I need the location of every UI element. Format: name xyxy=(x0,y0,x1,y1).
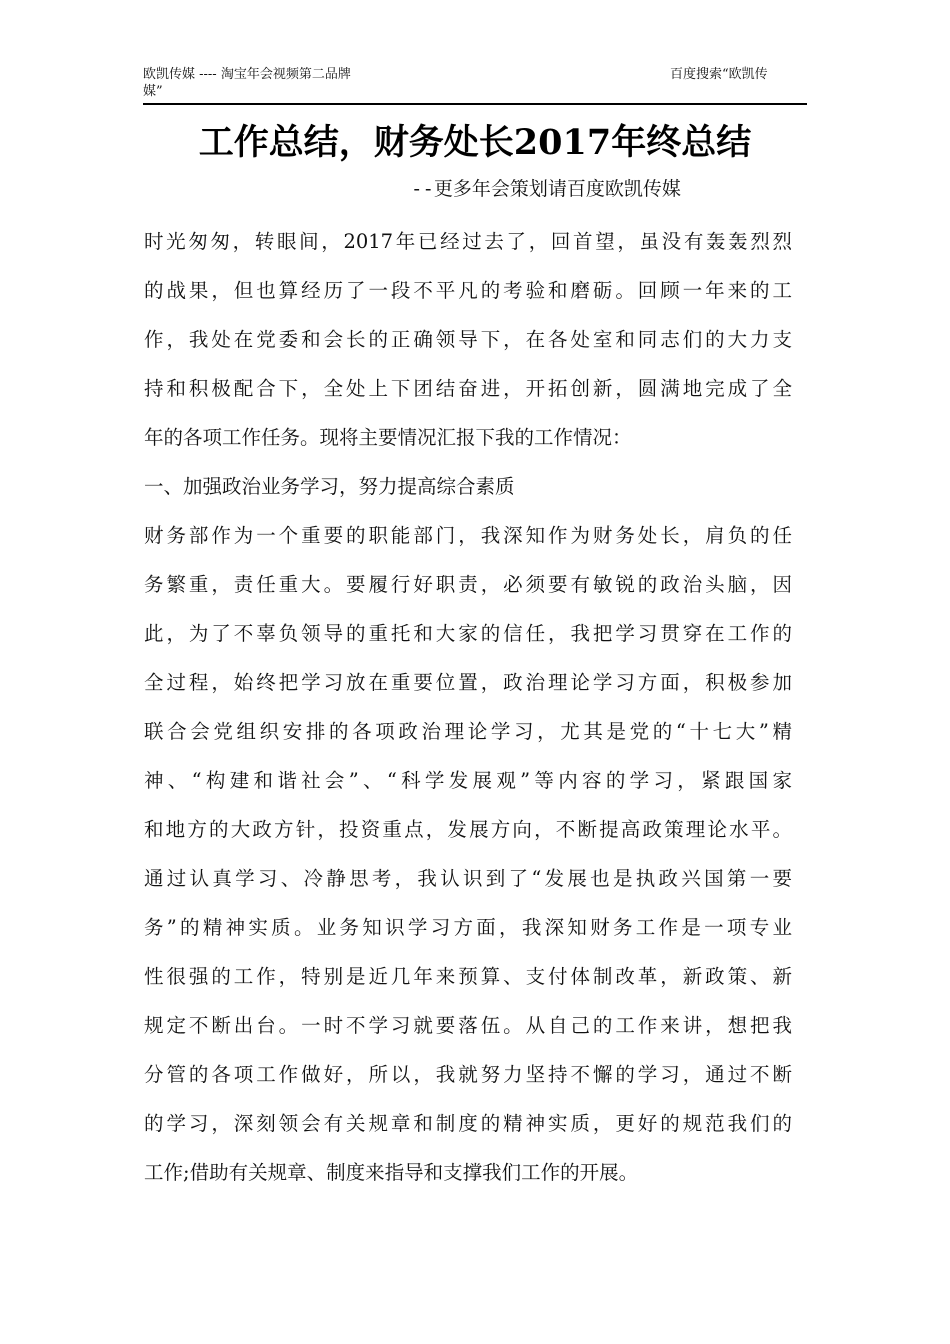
body-line: 财务部作为一个重要的职能部门，我深知作为财务处长，肩负的任 xyxy=(144,524,792,547)
body-line: 的战果，但也算经历了一段不平凡的考验和磨砺。回顾一年来的工 xyxy=(144,279,792,302)
body-line: 工作;借助有关规章、制度来指导和支撑我们工作的开展。 xyxy=(144,1161,639,1184)
header-divider xyxy=(143,103,807,105)
body-line: 务”的精神实质。业务知识学习方面，我深知财务工作是一项专业 xyxy=(144,916,792,939)
header-right-text: 百度搜索“欧凯传 xyxy=(670,67,768,82)
body-line: 年的各项工作任务。现将主要情况汇报下我的工作情况： xyxy=(144,426,632,449)
body-line: 分管的各项工作做好，所以，我就努力坚持不懈的学习，通过不断 xyxy=(144,1063,792,1086)
body-line: 通过认真学习、冷静思考，我认识到了“发展也是执政兴国第一要 xyxy=(144,867,792,890)
body-line: 全过程，始终把学习放在重要位置，政治理论学习方面，积极参加 xyxy=(144,671,792,694)
body-line: 规定不断出台。一时不学习就要落伍。从自己的工作来讲，想把我 xyxy=(144,1014,792,1037)
body-line: 和地方的大政方针，投资重点，发展方向，不断提高政策理论水平。 xyxy=(144,818,792,841)
header-left-line1: 欧凯传媒 ---- 淘宝年会视频第二品牌 xyxy=(143,67,351,82)
document-body xyxy=(144,222,792,1202)
header-left-line2: 媒” xyxy=(143,84,163,99)
body-line: 的学习，深刻领会有关规章和制度的精神实质，更好的规范我们的 xyxy=(144,1112,792,1135)
body-line: 性很强的工作，特别是近几年来预算、支付体制改革，新政策、新 xyxy=(144,965,792,988)
body-line: 联合会党组织安排的各项政治理论学习，尤其是党的“十七大”精 xyxy=(144,720,792,743)
body-line: 此，为了不辜负领导的重托和大家的信任，我把学习贯穿在工作的 xyxy=(144,622,792,645)
page-header xyxy=(143,66,807,104)
document-title: 工作总结，财务处长2017年终总结 xyxy=(198,122,752,163)
header-left-text xyxy=(143,66,393,100)
document-subtitle: --更多年会策划请百度欧凯传媒 xyxy=(411,178,681,200)
body-line: 持和积极配合下，全处上下团结奋进，开拓创新，圆满地完成了全 xyxy=(144,377,792,400)
body-line: 作，我处在党委和会长的正确领导下，在各处室和同志们的大力支 xyxy=(144,328,792,351)
section-heading: 一、加强政治业务学习，努力提高综合素质 xyxy=(144,475,515,498)
body-line: 时光匆匆，转眼间，2017年已经过去了，回首望，虽没有轰轰烈烈 xyxy=(144,230,792,253)
body-line: 务繁重，责任重大。要履行好职责，必须要有敏锐的政治头脑，因 xyxy=(144,573,792,596)
body-line: 神、“构建和谐社会”、“科学发展观”等内容的学习，紧跟国家 xyxy=(144,769,792,792)
